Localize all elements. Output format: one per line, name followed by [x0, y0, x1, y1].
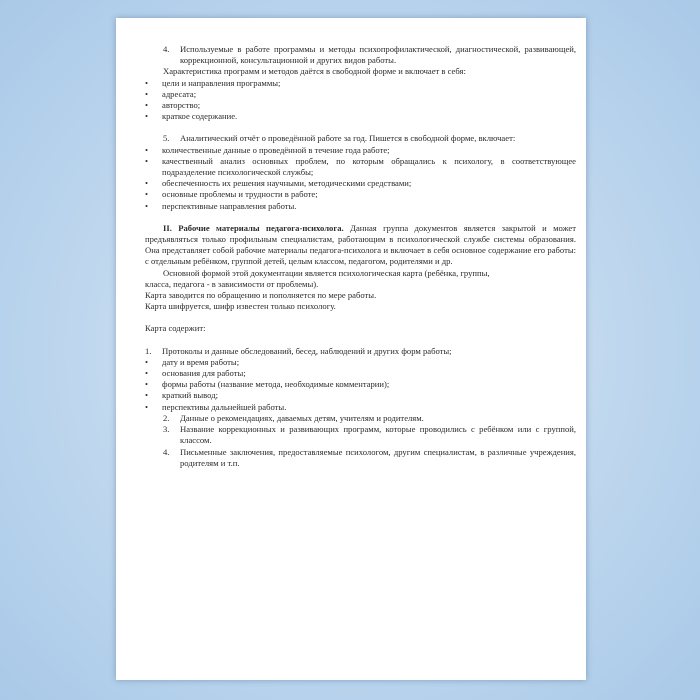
contents-item-4	[145, 447, 576, 469]
list-item	[145, 357, 576, 368]
contents-item-3	[145, 424, 576, 446]
list-item-text: формы работы (название метода, необходимые комментарии);	[162, 379, 390, 390]
bullet-icon: •	[145, 368, 149, 379]
list-item-text: авторство;	[162, 100, 201, 111]
list-item-text: основания для работы;	[162, 368, 246, 379]
list-item	[145, 156, 576, 178]
item-4	[145, 44, 576, 66]
item-number: 4.	[163, 446, 170, 457]
list-item	[145, 402, 576, 413]
bullet-list-a	[145, 78, 576, 123]
paragraph-card-contains: Карта содержит:	[145, 323, 206, 334]
section-2-intro-text: Данная группа документов является закрытой и может предъявляться только профильным специалистам, работающим в психологической службе системы образования. Она представляет собой рабочие материалы педагога-психолога и включает в себя основное содержание его работы: с отдельным ребёнком, группой детей, целым классом, педагогом, родителями и др.	[145, 222, 576, 267]
list-item	[145, 189, 576, 200]
item-text: Данные о рекомендациях, даваемых детям, учителям и родителям.	[180, 412, 424, 423]
item-text: Название коррекционных и развивающих программ, которые проводились с ребёнком или с группой, классом.	[180, 424, 576, 446]
bullet-icon: •	[145, 200, 149, 211]
bullet-icon: •	[145, 189, 149, 200]
item-text: Аналитический отчёт о проведённой работе за год. Пишется в свободной форме, включает:	[180, 133, 516, 144]
contents-item-2	[145, 413, 576, 424]
list-item-text: цели и направления программы;	[162, 77, 281, 88]
paragraph-main-form-cont: класса, педагога - в зависимости от проблемы).	[145, 278, 319, 289]
bullet-icon: •	[145, 155, 149, 166]
list-item-text: качественный анализ основных проблем, по которым обращались к психологу, в соответствующее подразделение психологической службы;	[162, 155, 576, 178]
section-2-heading: II. Рабочие материалы педагога-психолога.	[163, 222, 344, 233]
bullet-icon: •	[145, 178, 149, 189]
list-item	[145, 78, 576, 89]
item-number: 2.	[163, 412, 170, 423]
item-number: 3.	[163, 424, 170, 435]
item-number: 4.	[163, 44, 170, 54]
item-text: Протоколы и данные обследований, бесед, наблюдений и других форм работы;	[162, 345, 452, 356]
bullet-icon: •	[145, 111, 149, 122]
section-2-intro	[145, 223, 576, 268]
paragraph-main-form: Основной формой этой документации является психологическая карта (ребёнка, группы,	[163, 267, 490, 278]
list-item-text: обеспеченность их решения научными, методическими средствами;	[162, 178, 412, 189]
bullet-icon: •	[145, 356, 149, 367]
contents-item-1	[145, 346, 576, 357]
paragraph-characteristic: Характеристика программ и методов даётся в свободной форме и включает в себя:	[163, 66, 466, 77]
list-item-text: перспективные направления работы.	[162, 200, 297, 211]
bullet-list-b	[145, 145, 576, 212]
list-item-text: адресата;	[162, 88, 197, 99]
bullet-icon: •	[145, 100, 149, 111]
list-item-text: количественные данные о проведённой в течение года работе;	[162, 144, 390, 155]
list-item	[145, 368, 576, 379]
list-item	[145, 390, 576, 401]
list-item	[145, 100, 576, 111]
list-item	[145, 89, 576, 100]
item-number: 5.	[163, 133, 170, 144]
item-text: Письменные заключения, предоставляемые психологом, другим специалистам, в различные учреждения, родителям и т.п.	[180, 446, 576, 468]
document-page	[116, 18, 586, 680]
list-item	[145, 201, 576, 212]
paragraph-card-start: Карта заводится по обращению и пополняется по мере работы.	[145, 290, 377, 301]
list-item	[145, 178, 576, 189]
item-number: 1.	[145, 345, 152, 356]
paragraph-card-cipher: Карта шифруется, шифр известен только психологу.	[145, 301, 336, 312]
bullet-icon: •	[145, 390, 149, 401]
bullet-list-c	[145, 357, 576, 413]
item-text: Используемые в работе программы и методы психопрофилактической, диагностической, развивающей, коррекционной, консультационной и других видов работы.	[180, 44, 576, 66]
list-item-text: основные проблемы и трудности в работе;	[162, 189, 318, 200]
list-item-text: краткий вывод;	[162, 390, 218, 401]
list-item-text: краткое содержание.	[162, 111, 238, 122]
list-item-text: дату и время работы;	[162, 356, 240, 367]
bullet-icon: •	[145, 379, 149, 390]
list-item-text: перспективы дальнейшей работы.	[162, 401, 287, 412]
list-item	[145, 111, 576, 122]
bullet-icon: •	[145, 88, 149, 99]
bullet-icon: •	[145, 77, 149, 88]
item-5	[145, 133, 576, 144]
list-item	[145, 379, 576, 390]
bullet-icon: •	[145, 144, 149, 155]
list-item	[145, 145, 576, 156]
bullet-icon: •	[145, 401, 149, 412]
